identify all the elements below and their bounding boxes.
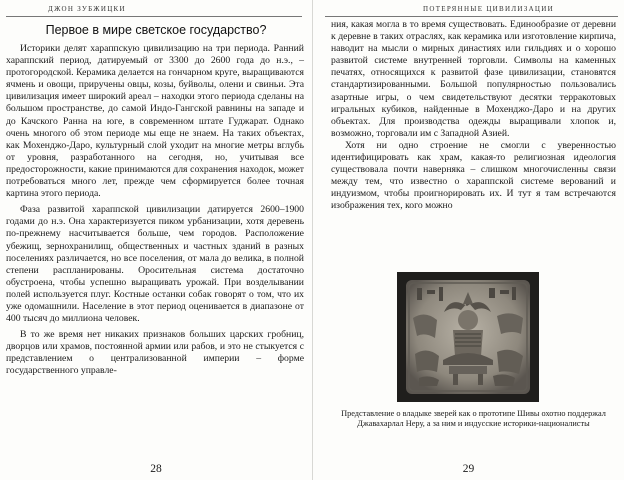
paragraph: В то же время нет никаких признаков больших царских гробниц, дворцов или храмов, постоянной армии или рабов, и это не стыкуется с представлением о централизованной империи – форме государственного управле- (6, 329, 304, 377)
paragraph: ния, какая могла в то время существовать. Единообразие от деревни к деревне в таких отраслях, как керамика или изготовление кирпича, наводит на мысли о мирных династиях или гильдиях и о хорошо развитой системе внутренней торговли. Символы на каменных печатях, относящихся к развитой фазе цивилизации, становятся стандартизированными. Большой популярностью пользовались азартные игры, о чем свидетельствуют десятки терракотовых игральных кубиков, найденные в Мохенджо-Даро и на других объектах. Для производства одежды выращивали хлопок и, возможно, торговали им с Западной Азией. (331, 19, 616, 139)
paragraph: Историки делят хараппскую цивилизацию на три периода. Ранний хараппский период, датируемый от 3300 до 2600 года до н.э., – протогородской. Керамика делается на гончарном круге, выращиваются ячмень и овощи, приручены овцы, козы, буйволы, олени и свиньи. Эта цивилизация имеет широкий ареал – находки этого периода сделаны на большом пространстве, до самой Индо-Гангской равнины на западе и до Качского Ранна на юге, в современном штате Гуджарат. Однако очень многого об этом периоде мы еще не знаем. На таких объектах, как Мохенджо-Даро, культурный слой уходит на многие метры вглубь от уровня, разработанного на сегодня, но, учитывая все предосторожности, какие принимаются для сохранения находок, может потребоваться много лет, прежде чем сформируется более точная картина этого периода. (6, 43, 304, 200)
paragraph: Хотя ни одно строение не смогли с уверенностью идентифицировать как храм, какая-то религиозная идеология существовала почти наверняка – слишком многочисленны связи между тем, что известно о хараппской системе верований и индуизмом, чтобы проигнорировать их. И тут я там встречаются изображения тех, кого можно (331, 139, 616, 212)
section-heading: Первое в мире светское государство? (45, 23, 267, 37)
seal-image (397, 272, 539, 402)
figure-caption: Представление о владыке зверей как о прототипе Шивы охотно поддержал Джавахарлал Неру, а за ним и индусские историки-националисты (341, 409, 606, 429)
pashupati-seal-photo (397, 272, 539, 402)
page-number: 28 (150, 463, 162, 475)
page-number: 29 (462, 463, 475, 475)
right-page (312, 0, 624, 480)
running-head-author: ДЖОН ЗУБЖИЦКИ (48, 5, 126, 13)
right-body-text (331, 19, 616, 213)
running-head-title: ПОТЕРЯННЫЕ ЦИВИЛИЗАЦИИ (423, 5, 554, 13)
paragraph: Фаза развитой хараппской цивилизации датируется 2600–1900 годами до н.э. Она характеризуется пиком урбанизации, хотя деревень по-прежнему насчитывается больше, чем городов. Расположение убежищ, зернохранилищ, общественных и частных зданий в разных поселениях различается, но все поселения, от мала до велика, в полной степени распланированы. Оросительная система достаточно обустроена, чтобы успешно выращивать урожай. При возделывании полей используется плуг. Костные останки собак говорят о том, что их уже одомашнили. Население в этот период оценивается в диапазоне от 400 тысяч до миллиона человек. (6, 204, 304, 325)
header-rule (325, 16, 618, 17)
header-rule (6, 16, 302, 17)
left-body-text (6, 43, 304, 378)
